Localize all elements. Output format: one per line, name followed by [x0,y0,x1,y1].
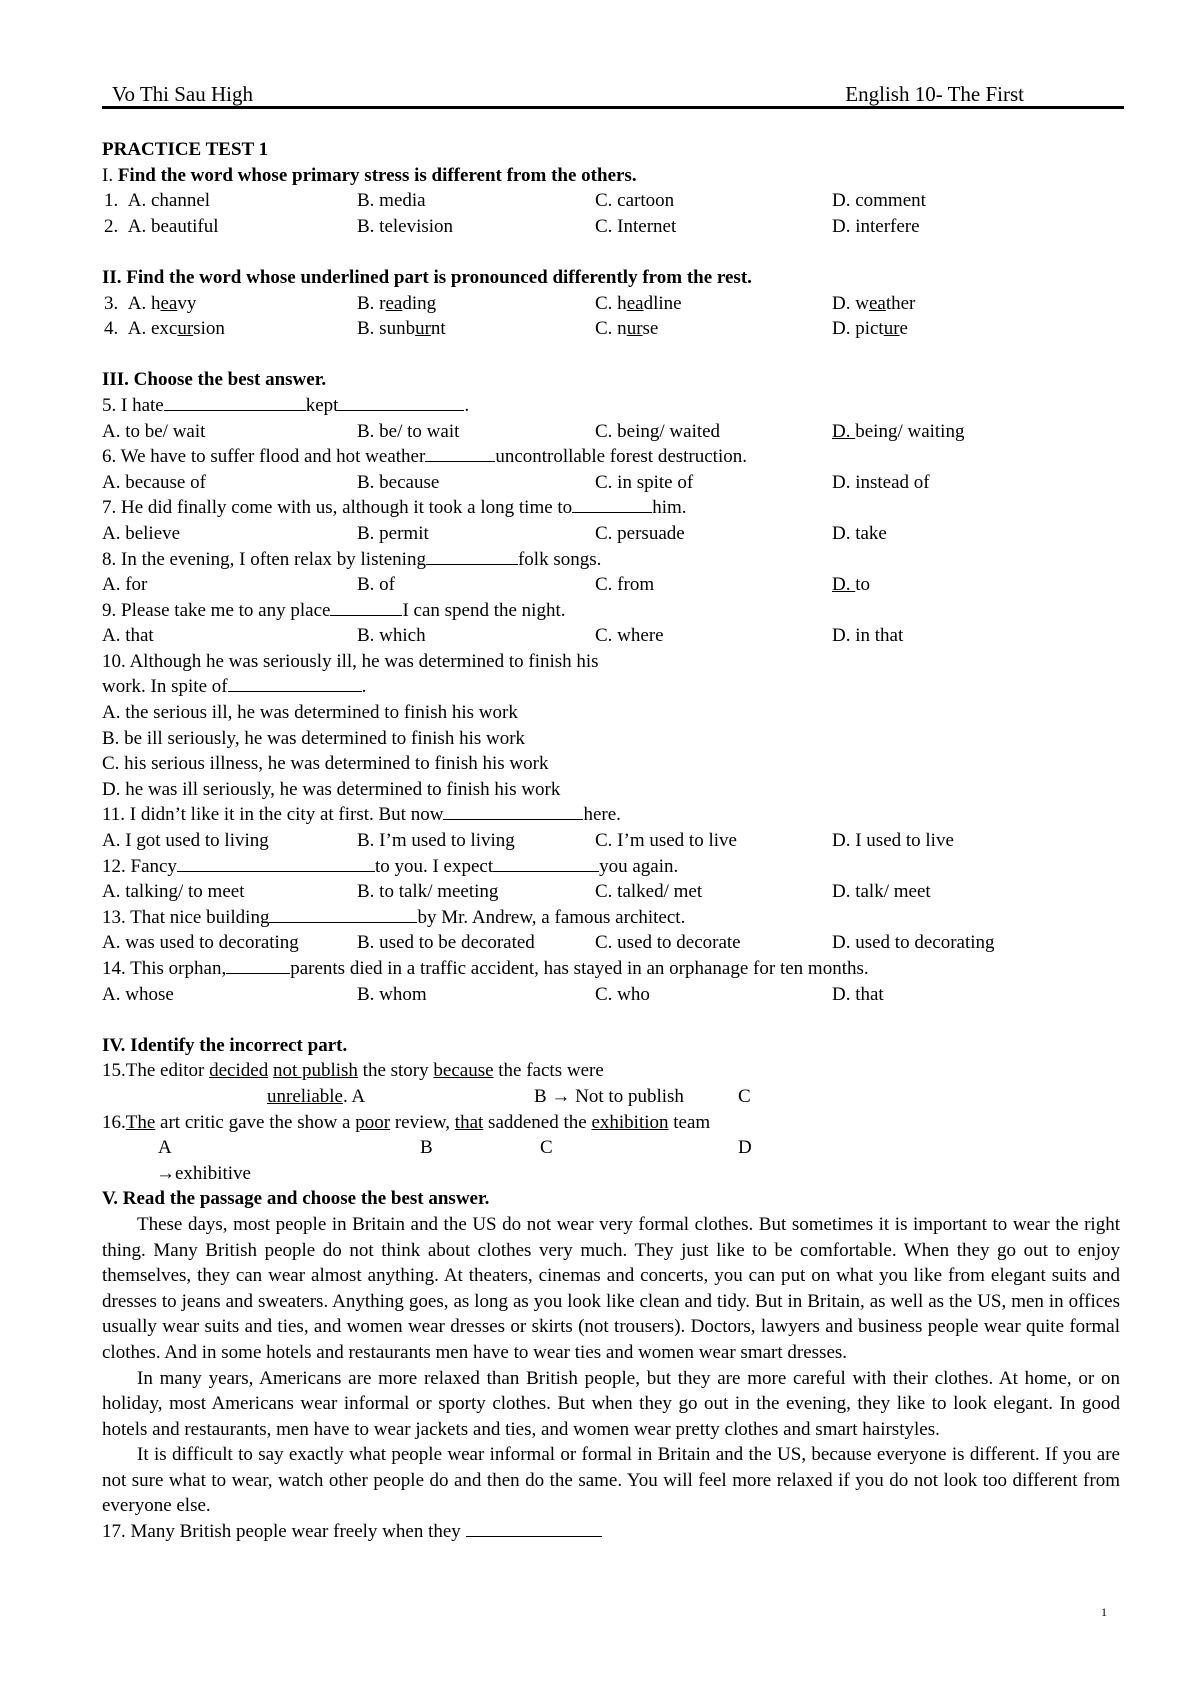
passage-paragraph-3: It is difficult to say exactly what people wear informal or formal in Britain and the US, because everyone is different. If you are not sure what to wear, watch other people do and then do the same. You will feel more relaxed if you do not look too different from everyone else. [102,1444,1120,1517]
question-13-options: A. was used to decorating B. used to be decorated C. used to decorate D. used to decorating [102,932,995,954]
question-11-options: A. I got used to living B. I’m used to living C. I’m used to live D. I used to live [102,830,954,852]
question-5-stem: 5. I hate kept . [102,394,470,416]
question-10-option-d: D. he was ill seriously, he was determined to finish his work [102,778,561,800]
question-8-stem: 8. In the evening, I often relax by listening folk songs. [102,548,602,570]
question-6-options: A. because of B. because C. in spite of D. instead of [102,471,930,493]
question-5-options: A. to be/ wait B. be/ to wait C. being/ waited D. being/ waiting [102,420,965,442]
option-b: B. television [357,215,454,237]
header-rule [102,106,1124,109]
question-4: 4. A. excursion B. sunburnt C. nurse D. picture [102,316,1120,342]
page-number: 1 [1101,1605,1107,1619]
question-12-stem: 12. Fancy to you. I expect you again. [102,855,679,877]
option-c: C. Internet [595,215,677,237]
question-12-options: A. talking/ to meet B. to talk/ meeting C. talked/ met D. talk/ meet [102,881,931,903]
question-3: 3. A. heavy B. reading C. headline D. weather [102,291,1120,317]
question-10-option-c: C. his serious illness, he was determined to finish his work [102,753,549,775]
section-3-heading: III. Choose the best answer. [102,369,327,391]
passage-paragraph-2: In many years, Americans are more relaxed than British people, but they are more careful with their clothes. At home, or on holiday, most Americans wear informal or sporty clothes. But when they go out in the evening, they like to look elegant. In good hotels and restaurants, men have to wear jackets and ties, and women wear pretty clothes and smart hairstyles. [102,1367,1120,1440]
question-16-correction: →exhibitive [156,1162,251,1184]
question-15-labels: unreliable. A B → Not to publish C [267,1085,751,1107]
question-16-stem: 16.The art critic gave the show a poor review, that saddened the exhibition team [102,1111,711,1133]
passage-paragraph-1: These days, most people in Britain and the US do not wear very formal clothes. But sometimes it is important to wear the right thing. Many British people do not think about clothes very much. They just like to be comfortable. When they go out to enjoy themselves, they can wear almost anything. At theaters, cinemas and concerts, you can put on what you like from elegant suits and dresses to jeans and sweaters. Anything goes, as long as you look like clean and tidy. But in Britain, as well as the US, men in offices usually wear suits and ties, and women wear dresses or skirts (not trousers). Doctors, lawyers and business people wear quite formal clothes. And in some hotels and restaurants men have to wear ties and women wear smart dresses. [102,1213,1120,1363]
question-7-options: A. believe B. permit C. persuade D. take [102,522,887,544]
test-content [102,137,1120,1545]
question-2: 2. A. beautiful B. television C. Internet D. interfere [102,214,1120,240]
question-10-stem-2: work. In spite of . [102,676,367,698]
option-d: D. picture [832,318,908,340]
question-6-stem: 6. We have to suffer flood and hot weather uncontrollable forest destruction. [102,446,747,468]
option-d: D. comment [832,190,926,212]
question-11-stem: 11. I didn’t like it in the city at first. But now here. [102,804,621,826]
section-5-heading: V. Read the passage and choose the best answer. [102,1188,490,1210]
option-b: B. sunburnt [357,318,446,340]
header-course: English 10- The First [845,82,1024,106]
option-c: C. headline [595,292,682,314]
option-b: B. media [357,190,426,212]
test-title: PRACTICE TEST 1 [102,139,269,160]
question-1: 1. A. channel B. media C. cartoon D. comment [102,188,1120,214]
question-13-stem: 13. That nice building by Mr. Andrew, a famous architect. [102,906,686,928]
section-1-heading: I. Find the word whose primary stress is different from the others. [102,164,637,186]
question-8-options: A. for B. of C. from D. to [102,574,871,596]
option-c: C. nurse [595,318,659,340]
question-9-options: A. that B. which C. where D. in that [102,625,904,647]
question-14-options: A. whose B. whom C. who D. that [102,983,884,1005]
option-c: C. cartoon [595,190,675,212]
question-17-stem: 17. Many British people wear freely when they [102,1519,1120,1545]
header-school: Vo Thi Sau High [112,82,253,106]
question-15-stem: 15.The editor decided not publish the story because the facts were [102,1060,604,1082]
section-2-heading: II. Find the word whose underlined part is pronounced differently from the rest. [102,266,752,288]
section-4-heading: IV. Identify the incorrect part. [102,1034,348,1056]
option-d: D. interfere [832,215,920,237]
question-10-option-a: A. the serious ill, he was determined to finish his work [102,702,518,724]
page-header [102,78,1124,108]
option-b: B. reading [357,292,437,314]
question-16-labels: A B C D [158,1137,752,1159]
question-14-stem: 14. This orphan, parents died in a traffic accident, has stayed in an orphanage for ten months. [102,958,869,979]
option-d: D. weather [832,292,916,314]
question-10-stem-1: 10. Although he was seriously ill, he was determined to finish his [102,650,599,672]
question-7-stem: 7. He did finally come with us, although it took a long time to him. [102,497,687,519]
reading-passage [102,1212,1120,1519]
question-9-stem: 9. Please take me to any place I can spend the night. [102,599,566,621]
question-10-option-b: B. be ill seriously, he was determined to finish his work [102,727,526,749]
